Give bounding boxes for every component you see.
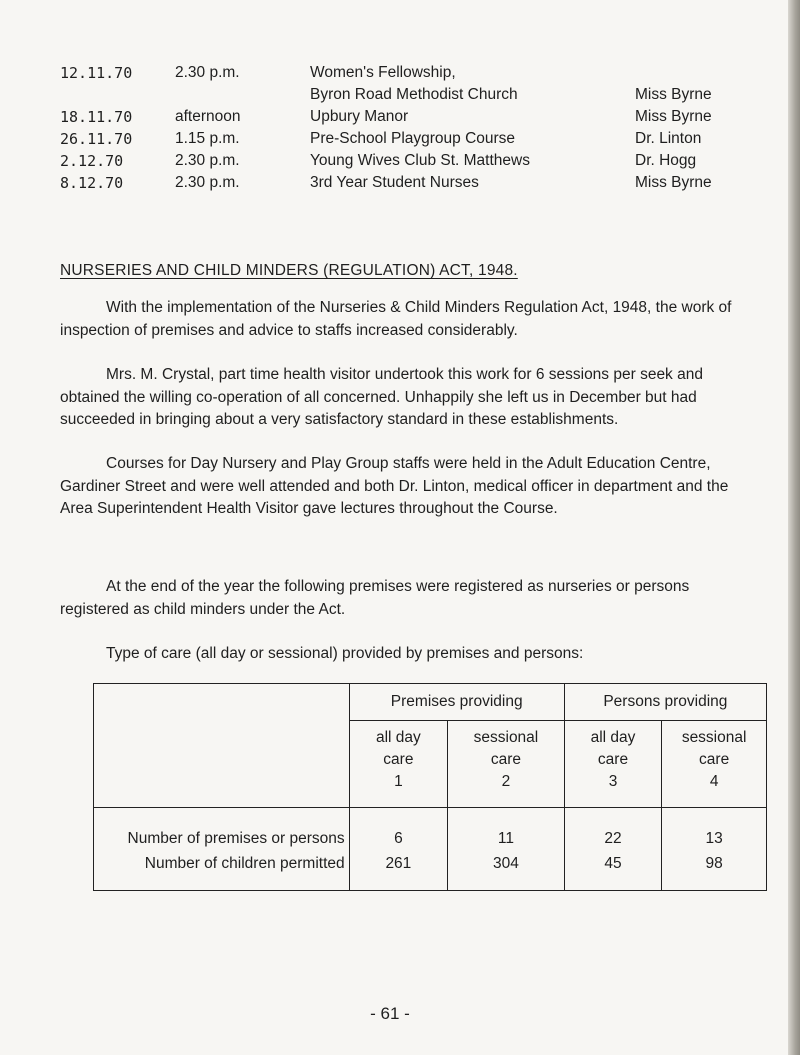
cell-value: 6: [394, 830, 403, 847]
schedule-event: 3rd Year Student Nurses: [310, 174, 479, 191]
table-cell: [349, 808, 448, 891]
column-header-line1: all day: [590, 729, 636, 746]
column-number: 2: [501, 773, 511, 790]
table-corner-cell: [94, 684, 350, 808]
schedule-event: Women's Fellowship,: [310, 64, 456, 81]
page-edge-shadow: [788, 0, 800, 1055]
paragraph-implementation: With the implementation of the Nurseries & Child Minders Regulation Act, 1948, the work of inspection of premises and advice to staffs increased considerably.: [60, 299, 732, 339]
schedule-time: 2.30 p.m.: [175, 174, 240, 191]
column-header: [448, 721, 565, 808]
column-header-line2: care: [383, 751, 414, 768]
schedule-speaker: Miss Byrne: [635, 108, 712, 125]
schedule-row: [60, 174, 750, 196]
schedule-row: [60, 86, 750, 108]
cell-value: 45: [604, 855, 622, 872]
column-header-line1: sessional: [681, 729, 747, 746]
column-header: [564, 721, 662, 808]
table-data-row: [94, 808, 767, 891]
schedule-speaker: Miss Byrne: [635, 174, 712, 191]
cell-value: 304: [493, 855, 519, 872]
schedule-speaker: Dr. Hogg: [635, 152, 697, 169]
page-number: - 61 -: [370, 1004, 410, 1023]
schedule-time: 2.30 p.m.: [175, 152, 240, 169]
table-cell: [564, 808, 662, 891]
paragraph-health-visitor: Mrs. M. Crystal, part time health visitor undertook this work for 6 sessions per seek and obtained the willing co-operation of all concerned. Unhappily she left us in December but had succeeded in bringing about a very satisfactory standard in these establishments.: [60, 366, 703, 428]
paragraph-courses: Courses for Day Nursery and Play Group staffs were held in the Adult Education Centre, Gardiner Street and were well attended and both Dr. Linton, medical officer in department and the Area Superintendent Health Visitor gave lectures throughout the Course.: [60, 455, 729, 517]
schedule-time: 1.15 p.m.: [175, 130, 240, 147]
row-labels-cell: [94, 808, 350, 891]
row-label: Number of children permitted: [144, 855, 345, 872]
schedule-date: 8.12.70: [60, 174, 124, 192]
schedule-time: 2.30 p.m.: [175, 64, 240, 81]
talks-schedule: [60, 64, 750, 196]
schedule-date: 2.12.70: [60, 152, 124, 170]
schedule-speaker: Miss Byrne: [635, 86, 712, 103]
group-premises-header: Premises providing: [349, 684, 564, 721]
group-persons-header: Persons providing: [564, 684, 766, 721]
schedule-event: Pre-School Playgroup Course: [310, 130, 516, 147]
schedule-time: afternoon: [175, 108, 241, 125]
column-header-line2: care: [490, 751, 522, 768]
schedule-event: Byron Road Methodist Church: [310, 86, 518, 103]
cell-value: 22: [604, 830, 622, 847]
cell-value: 261: [385, 855, 412, 872]
schedule-date: 26.11.70: [60, 130, 133, 148]
column-header-line1: sessional: [473, 729, 539, 746]
column-number: 4: [709, 773, 719, 790]
section-heading: NURSERIES AND CHILD MINDERS (REGULATION) ACT, 1948.: [60, 262, 518, 279]
cell-value: 13: [705, 830, 723, 847]
cell-value: 11: [497, 830, 514, 847]
row-label: Number of premises or persons: [127, 830, 345, 847]
paragraph-type-of-care: Type of care (all day or sessional) provided by premises and persons:: [106, 645, 584, 662]
column-header: [662, 721, 767, 808]
column-header-line2: care: [597, 751, 629, 768]
schedule-row: [60, 152, 750, 174]
paragraph-registered-premises: At the end of the year the following premises were registered as nurseries or persons registered as child minders under the Act.: [60, 578, 690, 618]
column-header-line1: all day: [375, 729, 421, 746]
table-group-header-row: [94, 684, 767, 721]
table-cell: [448, 808, 565, 891]
schedule-date: 12.11.70: [60, 64, 133, 82]
column-number: 3: [608, 773, 618, 790]
column-header: [349, 721, 448, 808]
schedule-row: [60, 64, 750, 86]
schedule-speaker: Dr. Linton: [635, 130, 702, 147]
column-number: 1: [394, 773, 403, 790]
schedule-event: Upbury Manor: [310, 108, 409, 125]
care-provision-table: [93, 683, 767, 891]
schedule-row: [60, 108, 750, 130]
cell-value: 98: [705, 855, 723, 872]
table-cell: [662, 808, 767, 891]
schedule-event: Young Wives Club St. Matthews: [310, 152, 530, 169]
schedule-row: [60, 130, 750, 152]
schedule-date: 18.11.70: [60, 108, 133, 126]
column-header-line2: care: [699, 751, 730, 768]
